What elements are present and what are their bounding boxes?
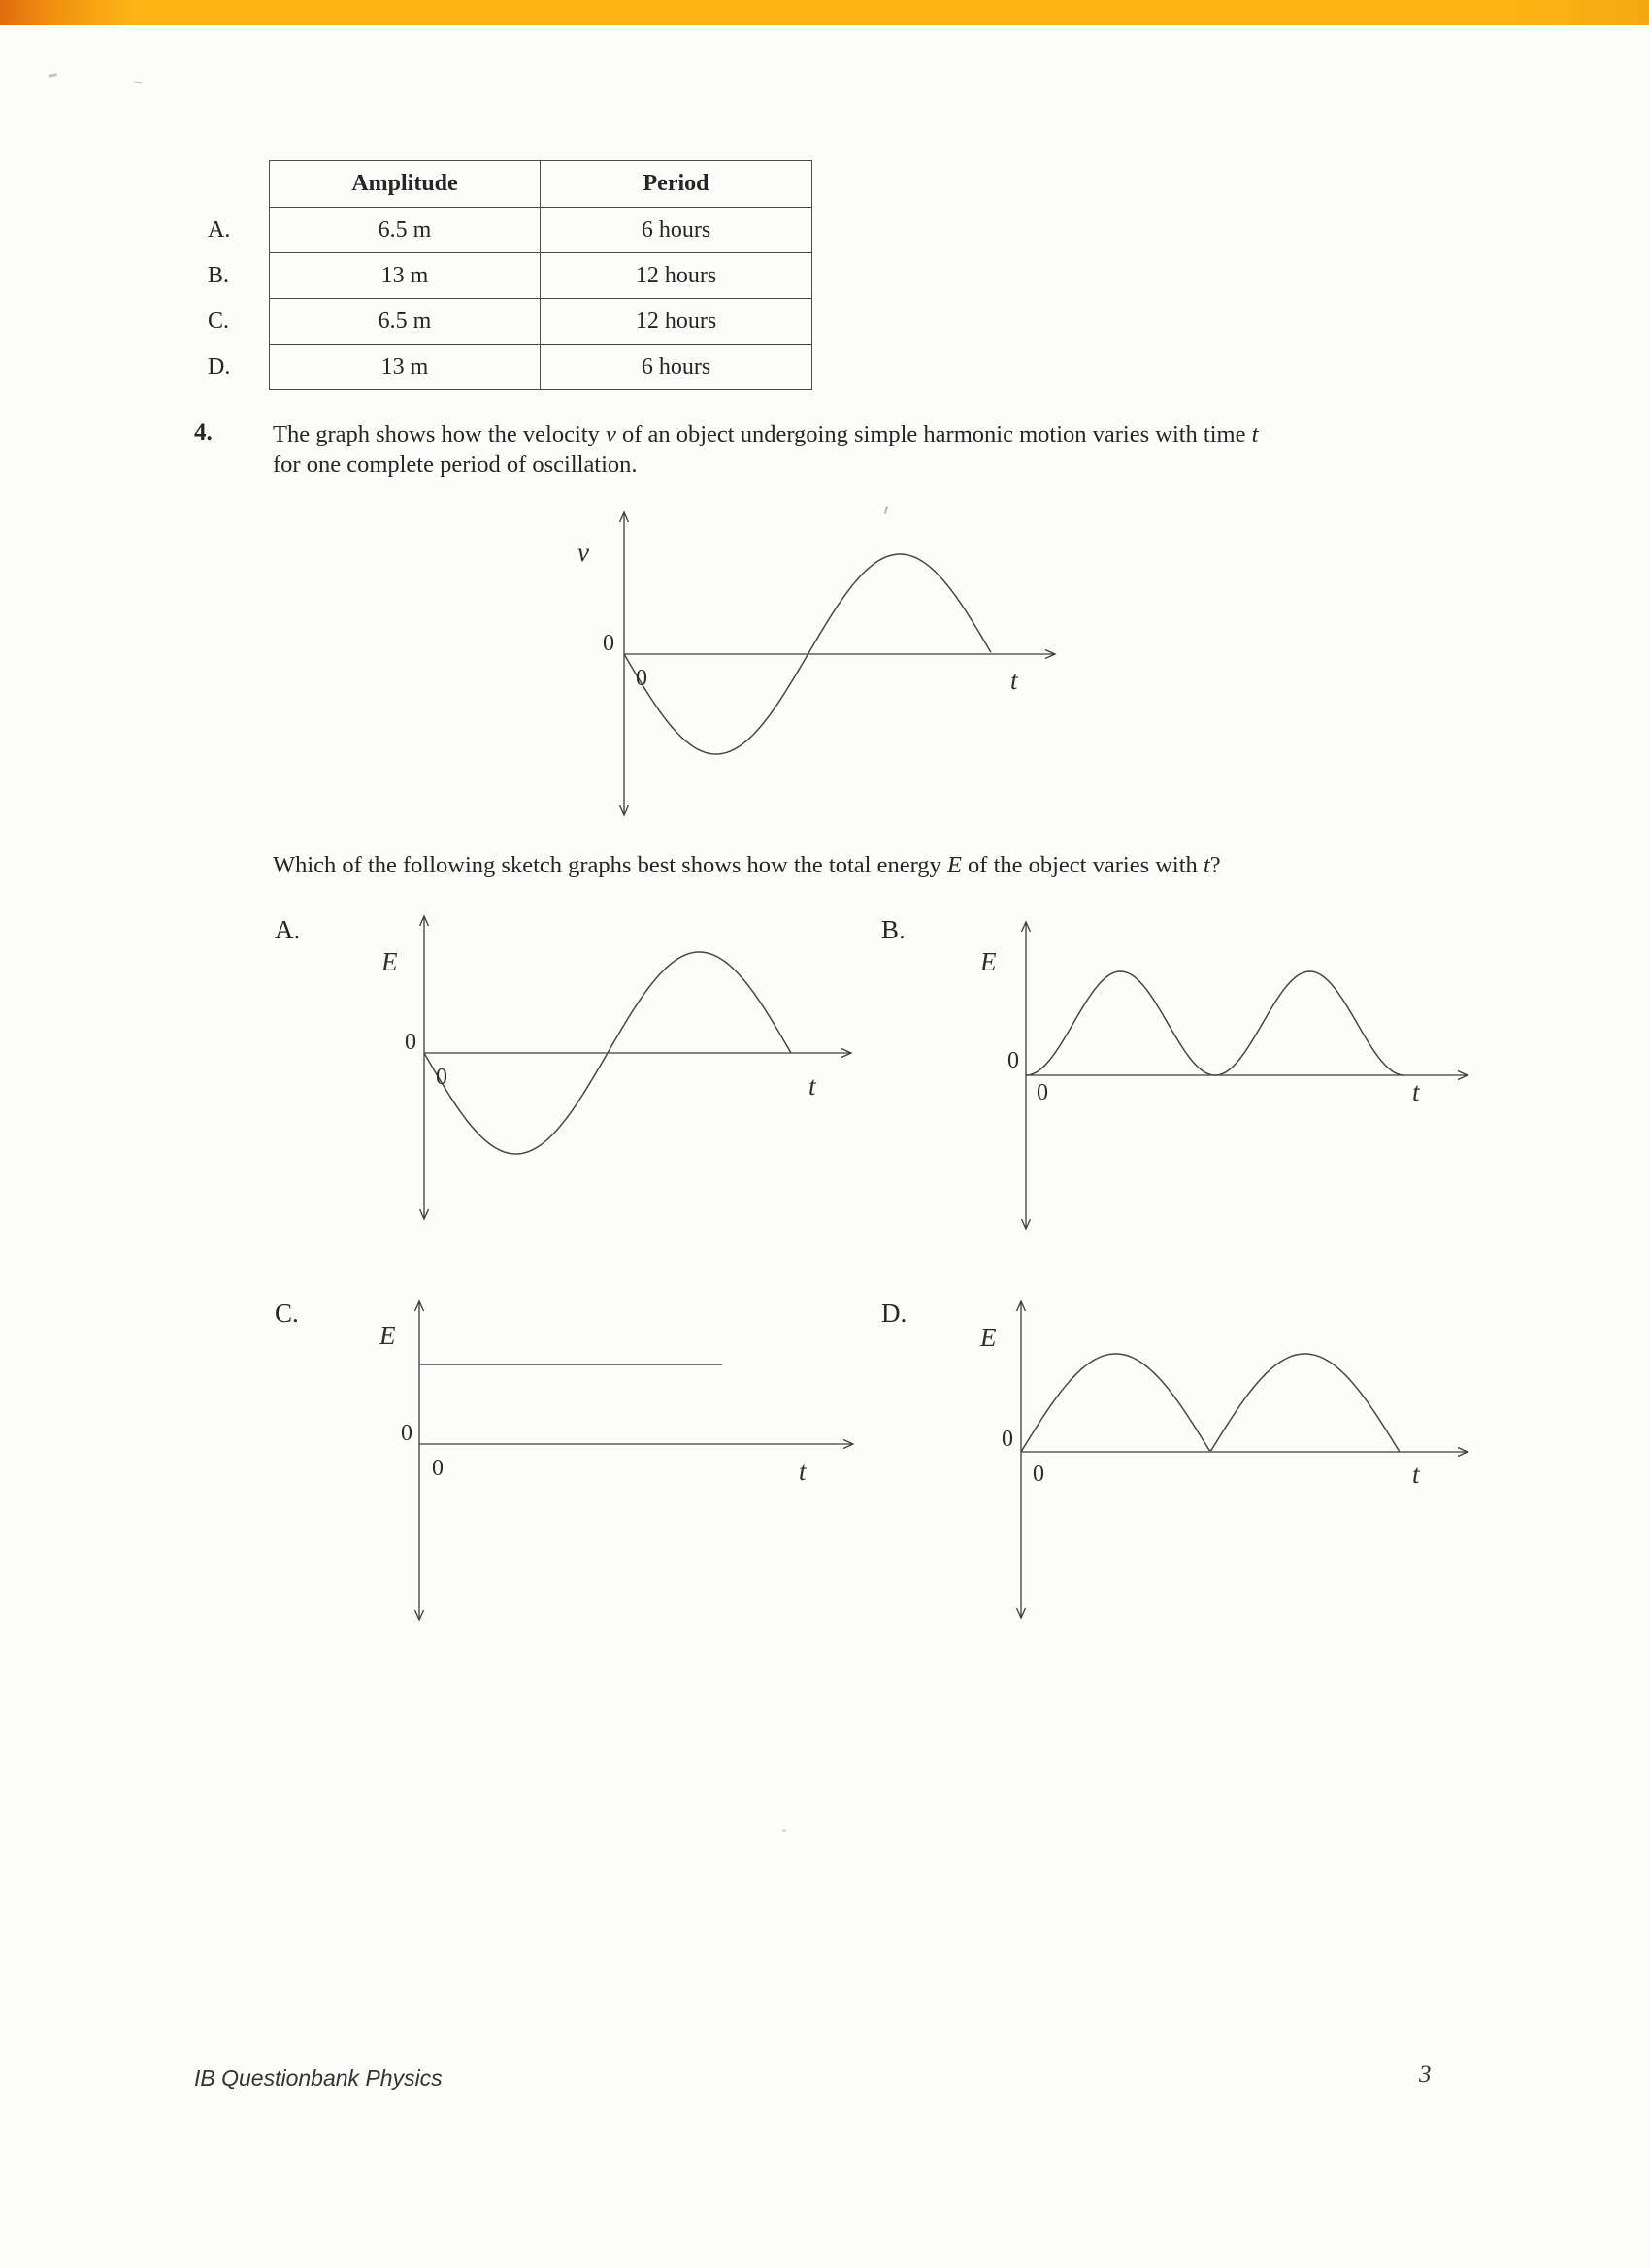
question-text-line2: for one complete period of oscillation. [273,451,638,477]
origin-zero-left-label: 0 [405,1030,416,1055]
option-c-label: C. [275,1298,299,1328]
row-label-b: B. [208,262,230,288]
question-text-segment: of an object undergoing simple harmonic motion varies with time [615,421,1252,447]
period-value: 6 hours [541,345,812,390]
question-number: 4. [194,419,213,445]
table-row [202,208,812,253]
x-axis-variable-label: t [1412,1077,1420,1106]
option-d-energy-graph [971,1286,1475,1626]
y-axis-variable-label: v [577,538,589,567]
origin-zero-below-label: 0 [1033,1462,1044,1487]
y-axis-variable-label: E [980,1323,997,1352]
option-d-label: D. [881,1298,907,1328]
amplitude-value: 6.5 m [270,299,541,345]
page-number: 3 [1419,2061,1432,2087]
prompt-segment: ? [1209,852,1221,878]
amplitude-value: 13 m [270,253,541,299]
col-header-amplitude: Amplitude [270,161,541,208]
y-axis-variable-label: E [381,947,398,976]
scan-speck [49,73,57,78]
prompt-segment: of the object varies with [961,852,1204,878]
x-axis-variable-label: t [1010,666,1018,695]
curve-two_humps_cusp [1021,1354,1400,1452]
option-a-label: A. [275,915,301,944]
question-text-segment: The graph shows how the velocity [273,421,606,447]
curve-two_humps_smooth [1026,971,1404,1075]
y-axis-variable-label: E [980,947,997,976]
table-row [202,345,812,390]
variable-t: t [1251,421,1259,447]
answer-table [202,160,812,390]
option-b-label: B. [881,915,906,944]
velocity-time-graph [558,495,1082,830]
table-row [202,299,812,345]
variable-v: v [605,421,616,447]
origin-zero-below-label: 0 [436,1065,447,1090]
velocity-graph-box [558,495,1082,830]
header-spacer [202,161,270,208]
table-row [202,253,812,299]
question-text [273,419,1428,479]
origin-zero-left-label: 0 [401,1421,412,1446]
origin-zero-left-label: 0 [603,631,614,656]
row-label-c: C. [208,308,230,334]
option-d-graph-box [971,1286,1475,1626]
origin-zero-left-label: 0 [1007,1048,1019,1073]
scan-speck [782,1829,786,1832]
origin-zero-below-label: 0 [1037,1080,1048,1105]
row-label-d: D. [208,353,231,379]
origin-zero-below-label: 0 [636,666,647,691]
option-c-energy-graph [374,1286,878,1626]
option-b-energy-graph [971,903,1475,1233]
variable-t: t [1203,852,1210,878]
prompt-segment: Which of the following sketch graphs best shows how the total energy [273,852,947,878]
period-value: 12 hours [541,299,812,345]
amplitude-value: 6.5 m [270,208,541,253]
x-axis-variable-label: t [808,1071,816,1101]
option-c-graph-box [374,1286,878,1626]
variable-E: E [946,852,962,878]
scan-edge-strip [0,0,1649,25]
origin-zero-left-label: 0 [1002,1427,1013,1452]
col-header-period: Period [541,161,812,208]
table-header-row [202,161,812,208]
period-value: 6 hours [541,208,812,253]
scan-speck [134,81,142,83]
option-a-energy-graph [374,903,874,1228]
question-prompt [273,852,1486,879]
option-a-graph-box [374,903,874,1228]
amplitude-value: 13 m [270,345,541,390]
origin-zero-below-label: 0 [432,1456,444,1481]
row-label-a: A. [208,216,231,243]
x-axis-variable-label: t [1412,1460,1420,1489]
x-axis-variable-label: t [799,1457,807,1486]
footer-title: IB Questionbank Physics [194,2065,443,2090]
y-axis-variable-label: E [379,1321,396,1350]
option-b-graph-box [971,903,1475,1233]
period-value: 12 hours [541,253,812,299]
